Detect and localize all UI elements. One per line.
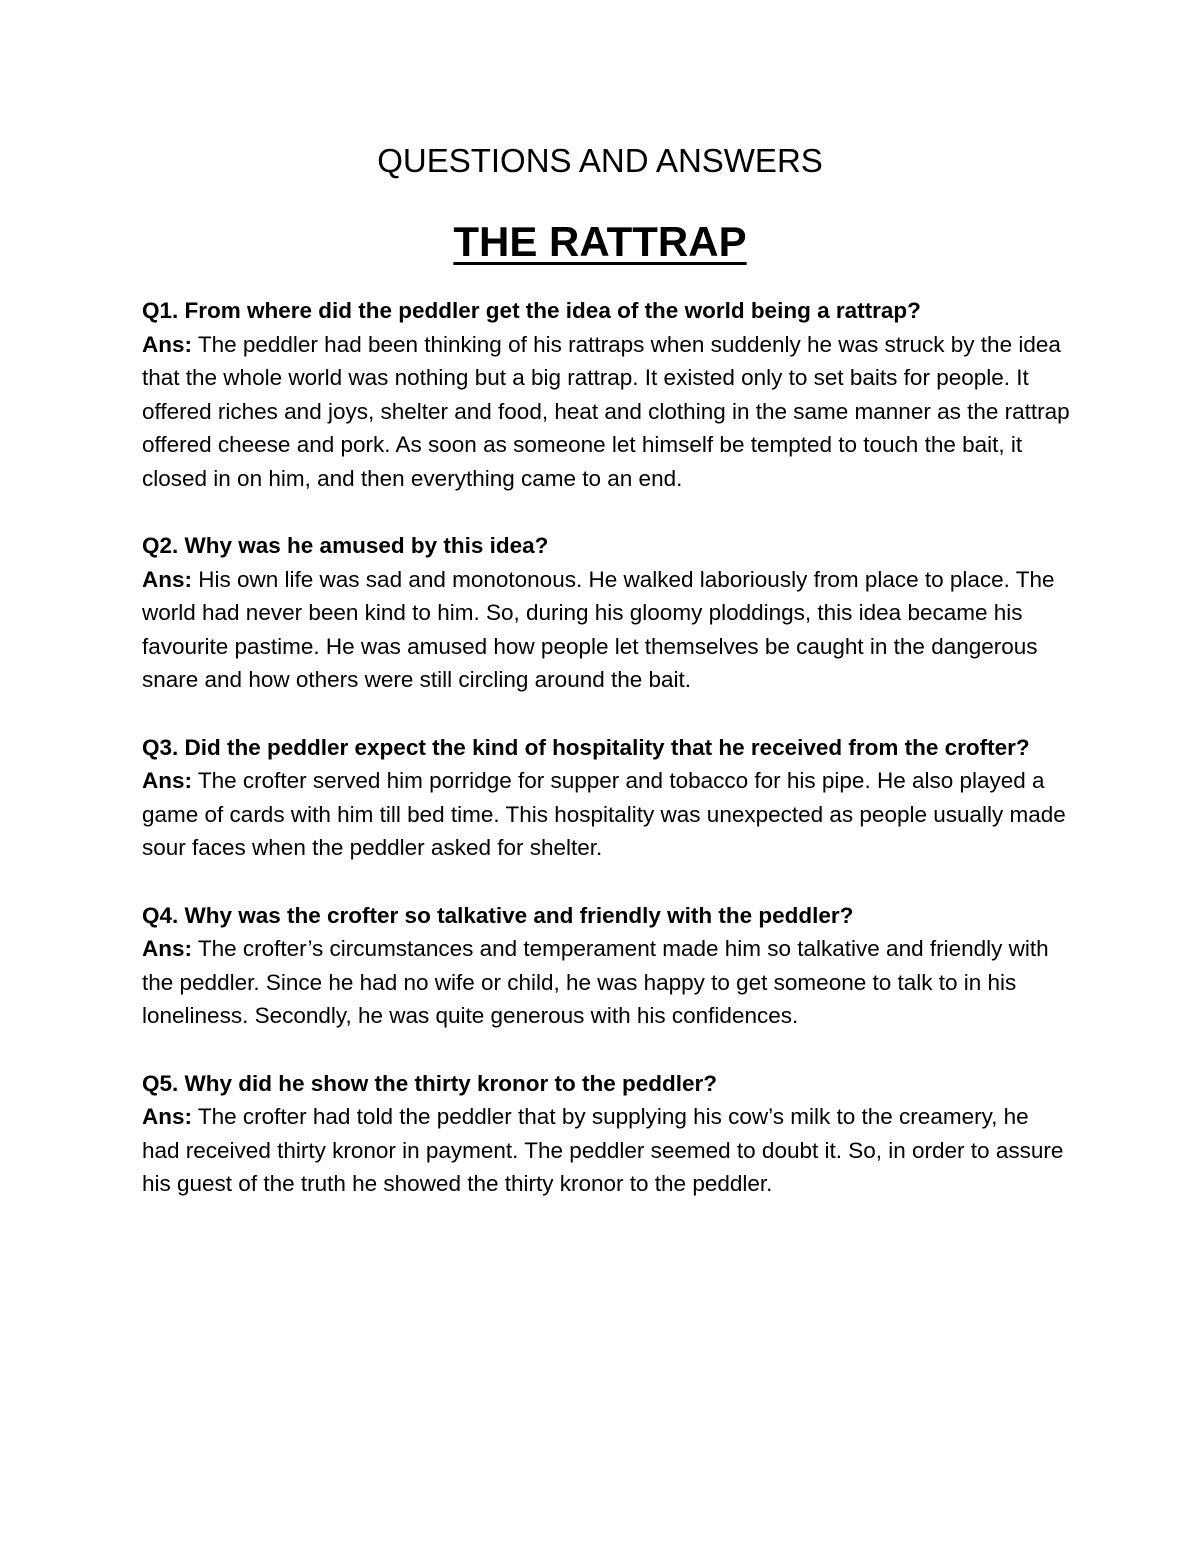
document-title: QUESTIONS AND ANSWERS — [377, 142, 823, 179]
answer-text: The crofter served him porridge for supper and tobacco for his pipe. He also played a game of cards with him till bed time. This hospitality was unexpected as people usually made sour faces when the peddler asked for shelter. — [142, 768, 1066, 860]
answer-3 — [142, 764, 1072, 865]
question-2: Q2. Why was he amused by this idea? — [142, 533, 549, 558]
answer-text: The crofter’s circumstances and temperament made him so talkative and friendly with the peddler. Since he had no wife or child, he was happy to get someone to talk to in his loneliness. Secondly, he was quite generous with his confidences. — [142, 936, 1049, 1028]
qa-list — [142, 294, 1072, 1235]
question-5: Q5. Why did he show the thirty kronor to the peddler? — [142, 1070, 718, 1096]
qa-item-3 — [142, 731, 1072, 865]
answer-label: Ans: — [142, 566, 192, 592]
question-3: Q3. Did the peddler expect the kind of hospitality that he received from the crofter? — [142, 734, 1030, 760]
answer-label: Ans: — [142, 768, 192, 793]
answer-label: Ans: — [142, 936, 192, 961]
answer-text: The peddler had been thinking of his rattraps when suddenly he was struck by the idea that the whole world was nothing but a big rattrap. It existed only to set baits for people. It offered riches and joys, shelter and food, heat and clothing in the same manner as the rattrap offered cheese and pork. As soon as someone let himself be tempted to touch the bait, it closed in on him, and then everything came to an end. — [142, 331, 1070, 491]
document-subtitle — [0, 218, 1200, 266]
answer-label: Ans: — [142, 331, 192, 357]
question-1: Q1. From where did the peddler get the idea of the world being a rattrap? — [142, 298, 921, 323]
answer-text: His own life was sad and monotonous. He walked laboriously from place to place. The world had never been kind to him. So, during his gloomy ploddings, this idea became his favourite pastime. He was amused how people let themselves be caught in the dangerous snare and how others were still circling around the bait. — [142, 566, 1055, 692]
question-4: Q4. Why was the crofter so talkative and friendly with the peddler? — [142, 902, 854, 928]
answer-label: Ans: — [142, 1104, 192, 1129]
answer-1 — [142, 328, 1072, 496]
qa-item-1 — [142, 294, 1072, 495]
answer-5 — [142, 1100, 1072, 1201]
qa-item-4 — [142, 899, 1072, 1033]
answer-4 — [142, 932, 1072, 1033]
document-subtitle-text: THE RATTRAP — [453, 218, 747, 265]
qa-item-2 — [142, 529, 1072, 697]
answer-text: The crofter had told the peddler that by supplying his cow’s milk to the creamery, he had received thirty kronor in payment. The peddler seemed to doubt it. So, in order to assure his guest of the truth he showed the thirty kronor to the peddler. — [142, 1104, 1064, 1196]
qa-item-5 — [142, 1067, 1072, 1201]
answer-2 — [142, 563, 1072, 697]
